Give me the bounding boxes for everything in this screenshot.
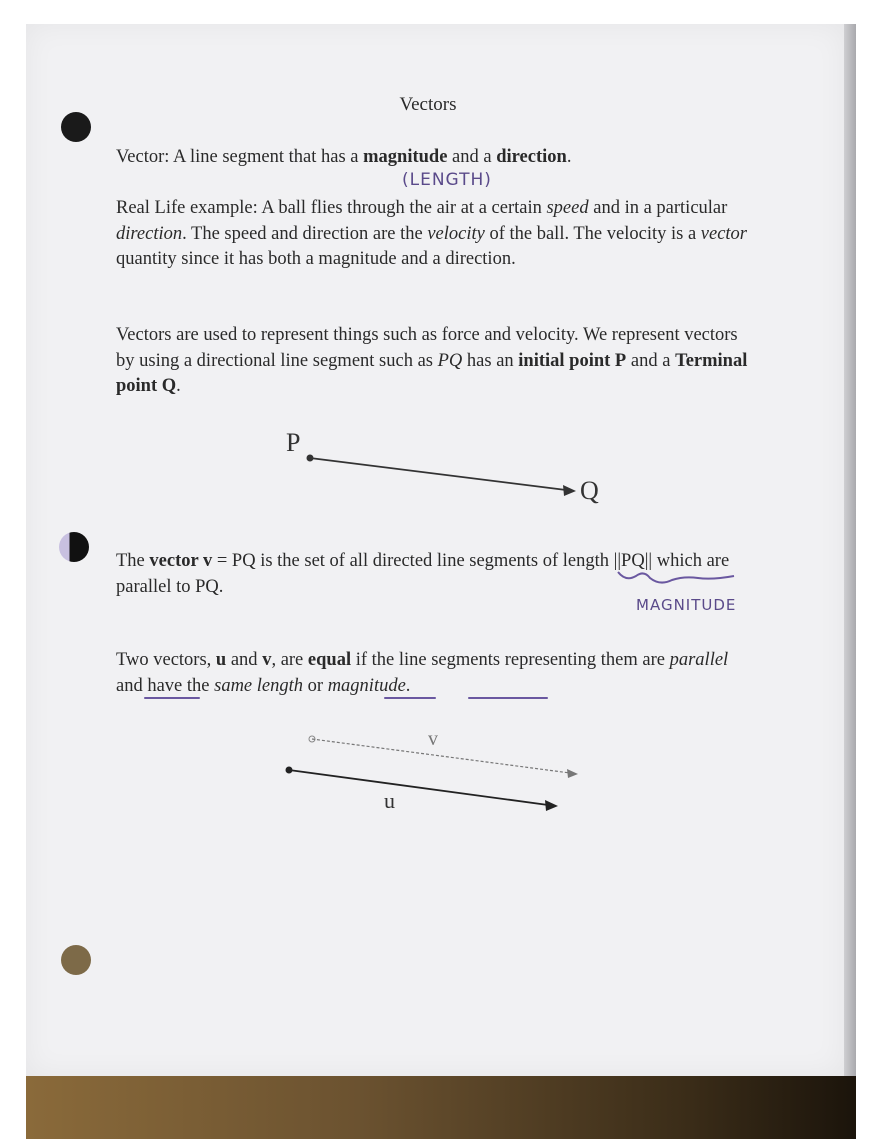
- term-direction: direction: [496, 147, 567, 167]
- handwritten-length-note: (LENGTH): [402, 170, 492, 190]
- term-initial-point: initial point P: [518, 350, 627, 371]
- term-velocity: velocity: [427, 223, 485, 244]
- handwritten-magnitude-note: MAGNITUDE: [636, 596, 737, 614]
- vector-u-line: [289, 770, 548, 805]
- underline-magnitude: [468, 697, 548, 699]
- text-run: .: [176, 376, 181, 396]
- text-run: .: [405, 675, 411, 696]
- term-terminal-point: Terminal point Q: [116, 350, 748, 396]
- text-run: if the line segments representing them are: [351, 650, 670, 670]
- term-pq: PQ: [437, 350, 463, 371]
- text-run: of the ball. The velocity is a: [484, 223, 701, 244]
- vector-u-arrowhead: [545, 800, 558, 811]
- text-run: Vector: A line segment that has a: [116, 147, 364, 167]
- text-run: has an: [462, 350, 519, 371]
- text-run: and in a particular: [588, 198, 728, 218]
- term-u: u: [215, 650, 227, 670]
- text-run: . The speed and direction are the: [182, 223, 428, 244]
- term-v: v: [262, 650, 272, 670]
- term-same-length: same length: [214, 675, 304, 696]
- term-parallel: parallel: [669, 650, 729, 670]
- text-run: = PQ is the set of all directed line segments of length ||PQ|| which are parallel to PQ.: [116, 551, 730, 597]
- vector-definition-paragraph: [116, 549, 756, 600]
- text-run: Two vectors,: [116, 650, 216, 670]
- underline-length: [384, 697, 436, 699]
- text-run: Vectors are used to represent things such as force and velocity. We represent vectors by using a directional line segment such as: [116, 325, 738, 371]
- label-q: Q: [580, 476, 599, 505]
- label-v: v: [428, 728, 438, 750]
- term-speed: speed: [546, 198, 589, 218]
- term-direction-italic: direction: [116, 223, 183, 244]
- term-vector-v: vector v: [149, 551, 213, 571]
- equality-paragraph: [116, 648, 756, 699]
- label-p: P: [286, 428, 301, 457]
- text-run: The: [116, 551, 150, 571]
- vector-v-line: [312, 739, 570, 773]
- text-run: quantity since it has both a magnitude and a direction.: [116, 249, 516, 269]
- text-run: Real Life example: A ball flies through the air at a certain: [116, 198, 547, 218]
- vector-pq-line: [310, 458, 566, 490]
- text-run: and have the: [116, 675, 215, 696]
- text-run: .: [566, 147, 572, 167]
- text-run: and: [226, 650, 263, 670]
- term-vector: vector: [700, 223, 748, 244]
- vector-pq-arrowhead: [563, 485, 576, 496]
- text-run: and a: [447, 147, 497, 167]
- label-u: u: [384, 788, 395, 813]
- text-run: and a: [626, 350, 676, 371]
- page-title: Vectors: [399, 94, 457, 115]
- text-run: , are: [271, 650, 308, 670]
- term-magnitude-italic: magnitude: [327, 675, 406, 696]
- term-equal: equal: [307, 650, 352, 670]
- underline-parallel: [144, 697, 200, 699]
- term-magnitude: magnitude: [363, 147, 448, 167]
- text-run: or: [303, 675, 328, 696]
- vector-v-arrowhead: [567, 769, 578, 778]
